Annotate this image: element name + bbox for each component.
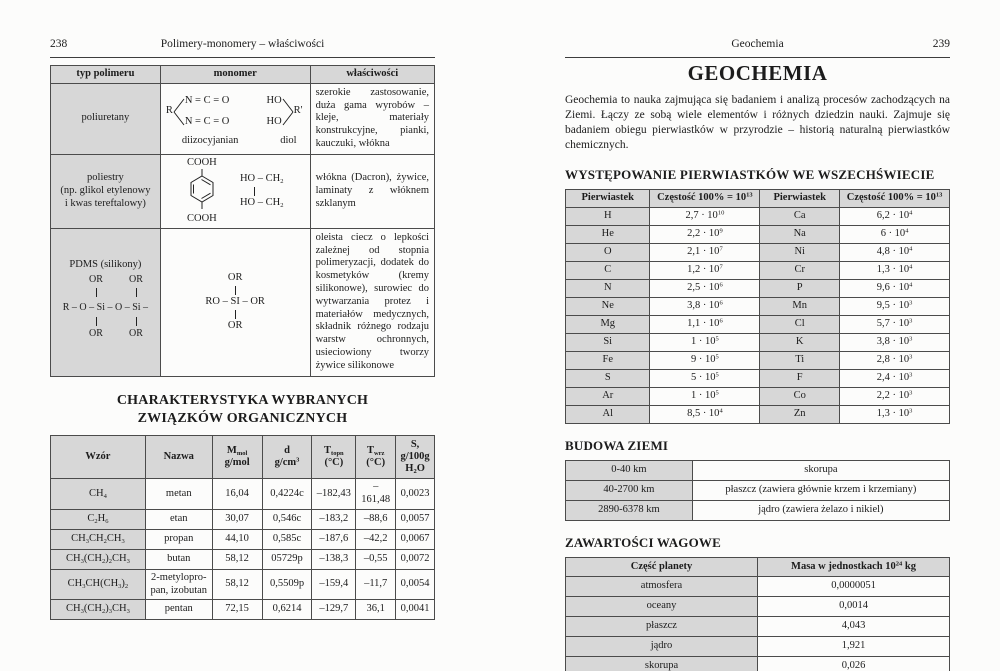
diisocyanate-structure: [166, 90, 230, 134]
table-cell: $4,8 \cdot 10^4$: [840, 243, 950, 261]
table-cell: Ni: [760, 243, 840, 261]
table-cell: –161,48: [356, 479, 396, 510]
table-cell: 0,0000051: [758, 577, 950, 597]
table-cell: Ti: [760, 351, 840, 369]
table-cell: 16,04: [212, 479, 262, 510]
table-row: [566, 387, 950, 405]
elements-abundance-table: [565, 189, 950, 424]
table-cell: $5,7 \cdot 10^3$: [840, 315, 950, 333]
earth-structure-table: [565, 460, 950, 521]
bond-fork-icon: [173, 90, 185, 134]
section-heading-mass: ZAWARTOŚCI WAGOWE: [565, 534, 721, 550]
ethylene-glycol-structure: [240, 173, 284, 210]
table-row: [566, 405, 950, 423]
bond-fork-icon: [282, 90, 294, 134]
properties-cell: szerokie zastosowanie, duża gama wyrobów – kleje, materiały konstrukcyjne, pianki, kauczuki, włókna: [310, 83, 434, 154]
table-cell: P: [760, 279, 840, 297]
or-group-label: OR: [129, 273, 143, 285]
table-row: [51, 228, 435, 376]
chapter-title: GEOCHEMIA: [687, 61, 828, 85]
table-row: [51, 549, 435, 569]
table-cell: –129,7: [312, 600, 356, 620]
table-row: [566, 577, 950, 597]
table-header-row: [566, 189, 950, 207]
column-header: Częstość $100\% = 10^{13}$: [840, 189, 950, 207]
column-header: $T_{wrz}$ (°C): [356, 435, 396, 478]
table-cell: 0-40 km: [566, 460, 693, 480]
properties-cell: włókna (Dacron), żywice, laminaty z włóknem szklanym: [310, 154, 434, 228]
table-cell: Si: [566, 333, 650, 351]
table-cell: $9,6 \cdot 10^4$: [840, 279, 950, 297]
table-cell: O: [566, 243, 650, 261]
table-cell: atmosfera: [566, 577, 758, 597]
table-cell: pentan: [145, 600, 212, 620]
table-cell: N: [566, 279, 650, 297]
table-cell: Al: [566, 405, 650, 423]
table-cell: 0,4224c: [262, 479, 312, 510]
monomer-labels: [162, 134, 309, 150]
table-cell: propan: [145, 529, 212, 549]
table-cell: 30,07: [212, 509, 262, 529]
glycol-top: HO – $CH_2$: [239, 172, 284, 185]
glycol-bottom: HO – $CH_2$: [239, 196, 284, 209]
table-cell: 0,0067: [396, 529, 435, 549]
table-cell: $1,3 \cdot 10^4$: [840, 261, 950, 279]
bond-vertical: [235, 310, 236, 319]
table-cell: $3,8 \cdot 10^6$: [650, 297, 760, 315]
table-row: [566, 597, 950, 617]
nco-top: N = C = O: [184, 95, 230, 107]
table-row: [51, 600, 435, 620]
table-cell: 2-metylopro- pan, izobutan: [145, 569, 212, 600]
table-cell: Fe: [566, 351, 650, 369]
table-cell: $CH_3(CH_2)_2CH_3$: [51, 549, 146, 569]
table-cell: –11,7: [356, 569, 396, 600]
table-cell: $6 \cdot 10^4$: [840, 225, 950, 243]
diol-label: diol: [280, 134, 297, 146]
bond-vertical: [96, 317, 97, 326]
header-rule: [50, 57, 435, 58]
silane-center: RO – SI – OR: [205, 295, 265, 307]
table-cell: $2,2 \cdot 10^3$: [840, 387, 950, 405]
table-cell: 05729p: [262, 549, 312, 569]
table-cell: Ca: [760, 207, 840, 225]
bond-vertical: [235, 286, 236, 295]
column-header: Nazwa: [145, 435, 212, 478]
table-cell: $CH_4$: [51, 479, 146, 510]
table-cell: 0,0057: [396, 509, 435, 529]
ho-groups: [266, 91, 281, 133]
table-cell: 4,043: [758, 617, 950, 637]
title-line-1: CHARAKTERYSTYKA WYBRANYCH: [116, 392, 369, 408]
table-cell: $8,5 \cdot 10^4$: [650, 405, 760, 423]
column-header: typ polimeru: [51, 66, 161, 84]
table-cell: $3,8 \cdot 10^3$: [840, 333, 950, 351]
section-heading-earth: BUDOWA ZIEMI: [565, 437, 669, 453]
table-cell: 58,12: [212, 549, 262, 569]
table-cell: 0,0072: [396, 549, 435, 569]
table-cell: $2,8 \cdot 10^3$: [840, 351, 950, 369]
table-cell: $1,3 \cdot 10^3$: [840, 405, 950, 423]
table-row: [566, 333, 950, 351]
r-group-label: R: [165, 105, 173, 117]
organic-compounds-table: [50, 435, 435, 620]
page-right: [565, 0, 950, 671]
table-header-row: [51, 435, 435, 478]
table-cell: Zn: [760, 405, 840, 423]
table-row: [51, 569, 435, 600]
table-cell: Ar: [566, 387, 650, 405]
table-cell: 44,10: [212, 529, 262, 549]
table-cell: Cr: [760, 261, 840, 279]
siloxane-chain: R – O – Si – O – Si –: [62, 301, 149, 313]
table-cell: 40-2700 km: [566, 480, 693, 500]
table-cell: płaszcz (zawiera głównie krzem i krzemiany): [692, 480, 949, 500]
table-cell: $9 \cdot 10^5$: [650, 351, 760, 369]
column-header: Pierwiastek: [566, 189, 650, 207]
table-cell: Co: [760, 387, 840, 405]
column-header: Częstość $100\% = 10^{13}$: [650, 189, 760, 207]
or-group-label: OR: [89, 327, 103, 339]
table-cell: $1,1 \cdot 10^6$: [650, 315, 760, 333]
table-cell: 2890-6378 km: [566, 500, 693, 520]
page-number: 239: [932, 38, 950, 50]
pdms-name: PDMS (silikony): [69, 258, 142, 270]
polymer-type-cell: poliestry (np. glikol etylenowy i kwas tereftalowy): [51, 154, 161, 228]
running-head-right: [565, 38, 950, 52]
monomer-cell: [160, 83, 310, 154]
table-cell: S: [566, 369, 650, 387]
mass-contents-table: [565, 557, 950, 671]
properties-cell: oleista ciecz o lepkości zależnej od stopnia polimeryzacji, dodatek do kosmetyków (kremy silikonowe), surowiec do wytwarzania protez i materiałów medycznych, składnik różnego rodzaju warstw ochronnych, usieciowiony tworzy żywice silikonowe: [310, 228, 434, 376]
pdms-chain-structure: [52, 274, 159, 346]
column-header: $M_{mol}$ g/mol: [212, 435, 262, 478]
table-cell: $2,2 \cdot 10^9$: [650, 225, 760, 243]
page-left: [50, 0, 435, 620]
ho-bottom: HO: [266, 115, 282, 127]
column-header: Masa w jednostkach $10^{24}$ kg: [758, 557, 950, 577]
cooh-bottom-label: COOH: [187, 213, 217, 225]
table-header-row: [566, 557, 950, 577]
table-row: [566, 243, 950, 261]
header-rule: [565, 57, 950, 58]
table-row: [566, 261, 950, 279]
table-cell: C: [566, 261, 650, 279]
bond-vertical: [136, 317, 137, 326]
table-cell: 0,546c: [262, 509, 312, 529]
table-cell: Ne: [566, 297, 650, 315]
intro-paragraph: Geochemia to nauka zajmująca się badaniem i analizą procesów zachodzących na Ziemi. Łączy ze sobą wiele elementów i różnych dziedzin nauki. Zajmuje się badaniem obiegu pierwiastków w przyrodzie – historią naturalną pierwiastków chemicznych.: [565, 94, 950, 151]
table-row: [566, 315, 950, 333]
table-cell: oceany: [566, 597, 758, 617]
table-cell: –159,4: [312, 569, 356, 600]
table-row: [566, 500, 950, 520]
table-cell: jądro (zawiera żelazo i nikiel): [692, 500, 949, 520]
table-cell: butan: [145, 549, 212, 569]
table-cell: skorupa: [566, 657, 758, 671]
table-cell: –183,2: [312, 509, 356, 529]
table-cell: –0,55: [356, 549, 396, 569]
table-cell: $6,2 \cdot 10^4$: [840, 207, 950, 225]
table-cell: 0,6214: [262, 600, 312, 620]
table-cell: $1 \cdot 10^5$: [650, 333, 760, 351]
table-cell: –42,2: [356, 529, 396, 549]
table-cell: jądro: [566, 637, 758, 657]
table-cell: metan: [145, 479, 212, 510]
table-cell: $2,5 \cdot 10^6$: [650, 279, 760, 297]
column-header: d $g/cm^3$: [262, 435, 312, 478]
table-cell: –187,6: [312, 529, 356, 549]
table-cell: –88,6: [356, 509, 396, 529]
table-cell: $1 \cdot 10^5$: [650, 387, 760, 405]
table-cell: Mg: [566, 315, 650, 333]
table-cell: Cl: [760, 315, 840, 333]
r-prime-label: R': [293, 105, 303, 117]
terephthalate-glycol-structure: [162, 156, 309, 227]
cooh-top-label: COOH: [187, 156, 217, 168]
diol-structure: [266, 90, 302, 134]
page-number: 238: [50, 38, 68, 50]
silane-monomer-structure: [164, 272, 307, 332]
or-group-label: OR: [129, 327, 143, 339]
table-cell: 72,15: [212, 600, 262, 620]
table-cell: $2,4 \cdot 10^3$: [840, 369, 950, 387]
nco-bottom: N = C = O: [184, 115, 230, 127]
table-row: [566, 279, 950, 297]
table-cell: $5 \cdot 10^5$: [650, 369, 760, 387]
polymer-table: [50, 65, 435, 377]
table-cell: $1,2 \cdot 10^7$: [650, 261, 760, 279]
table-cell: He: [566, 225, 650, 243]
table-row: [566, 460, 950, 480]
table-cell: F: [760, 369, 840, 387]
or-bottom-label: OR: [227, 319, 243, 331]
title-line-2: ZWIĄZKÓW ORGANICZNYCH: [137, 410, 348, 426]
table-cell: 0,5509p: [262, 569, 312, 600]
nco-groups: [185, 91, 230, 133]
table-row: [566, 351, 950, 369]
running-title: Geochemia: [731, 38, 784, 50]
polymer-type-cell: [51, 228, 161, 376]
table-cell: K: [760, 333, 840, 351]
table-row: [566, 297, 950, 315]
table-cell: $CH_3CH(CH_3)_2$: [51, 569, 146, 600]
table-header-row: [51, 66, 435, 84]
column-header: Wzór: [51, 435, 146, 478]
section-heading-elements: WYSTĘPOWANIE PIERWIASTKÓW WE WSZECHŚWIECIE: [565, 166, 935, 182]
bond-vertical: [136, 288, 137, 297]
or-top-label: OR: [227, 271, 243, 283]
column-header: Część planety: [566, 557, 758, 577]
table-cell: 0,026: [758, 657, 950, 671]
table-cell: 0,0054: [396, 569, 435, 600]
table-row: [566, 637, 950, 657]
table-cell: 0,0014: [758, 597, 950, 617]
table-row: [51, 83, 435, 154]
table-cell: skorupa: [692, 460, 949, 480]
table-row: [566, 480, 950, 500]
terephthalic-acid-structure: [187, 158, 217, 225]
table-cell: $2,7 \cdot 10^{10}$: [650, 207, 760, 225]
table-row: [566, 657, 950, 671]
table-cell: Na: [760, 225, 840, 243]
table-cell: 1,921: [758, 637, 950, 657]
table-cell: $9,5 \cdot 10^3$: [840, 297, 950, 315]
table-row: [51, 529, 435, 549]
table-cell: 0,0041: [396, 600, 435, 620]
table-cell: 58,12: [212, 569, 262, 600]
monomer-cell: [160, 228, 310, 376]
table-cell: 0,0023: [396, 479, 435, 510]
table-cell: $CH_3CH_2CH_3$: [51, 529, 146, 549]
column-header: monomer: [160, 66, 310, 84]
column-header: właściwości: [310, 66, 434, 84]
organic-section-title: [50, 392, 435, 428]
table-row: [566, 617, 950, 637]
table-cell: $2,1 \cdot 10^7$: [650, 243, 760, 261]
table-cell: etan: [145, 509, 212, 529]
ho-top: HO: [266, 95, 282, 107]
table-cell: 36,1: [356, 600, 396, 620]
table-row: [566, 207, 950, 225]
column-header: Pierwiastek: [760, 189, 840, 207]
bond-vertical: [254, 187, 255, 196]
bond-vertical: [96, 288, 97, 297]
table-cell: 0,585c: [262, 529, 312, 549]
table-row: [51, 154, 435, 228]
diisocyanate-diol-structure: [162, 88, 309, 134]
table-row: [51, 479, 435, 510]
table-cell: $CH_3(CH_2)_3CH_3$: [51, 600, 146, 620]
table-row: [566, 225, 950, 243]
table-row: [51, 509, 435, 529]
table-cell: płaszcz: [566, 617, 758, 637]
monomer-cell: [160, 154, 310, 228]
or-group-label: OR: [89, 273, 103, 285]
benzene-ring: [187, 168, 217, 214]
polymer-type-cell: poliuretany: [51, 83, 161, 154]
table-cell: Mn: [760, 297, 840, 315]
column-header: S, g/100g $H_2O$: [396, 435, 435, 478]
column-header: $T_{topn}$ (°C): [312, 435, 356, 478]
running-head-left: [50, 38, 435, 52]
running-title: Polimery-monomery – właściwości: [160, 38, 325, 50]
table-cell: $C_2H_6$: [51, 509, 146, 529]
table-cell: –182,43: [312, 479, 356, 510]
table-cell: –138,3: [312, 549, 356, 569]
table-cell: H: [566, 207, 650, 225]
diisocyanate-label: diizocyjanian: [181, 134, 239, 146]
table-row: [566, 369, 950, 387]
